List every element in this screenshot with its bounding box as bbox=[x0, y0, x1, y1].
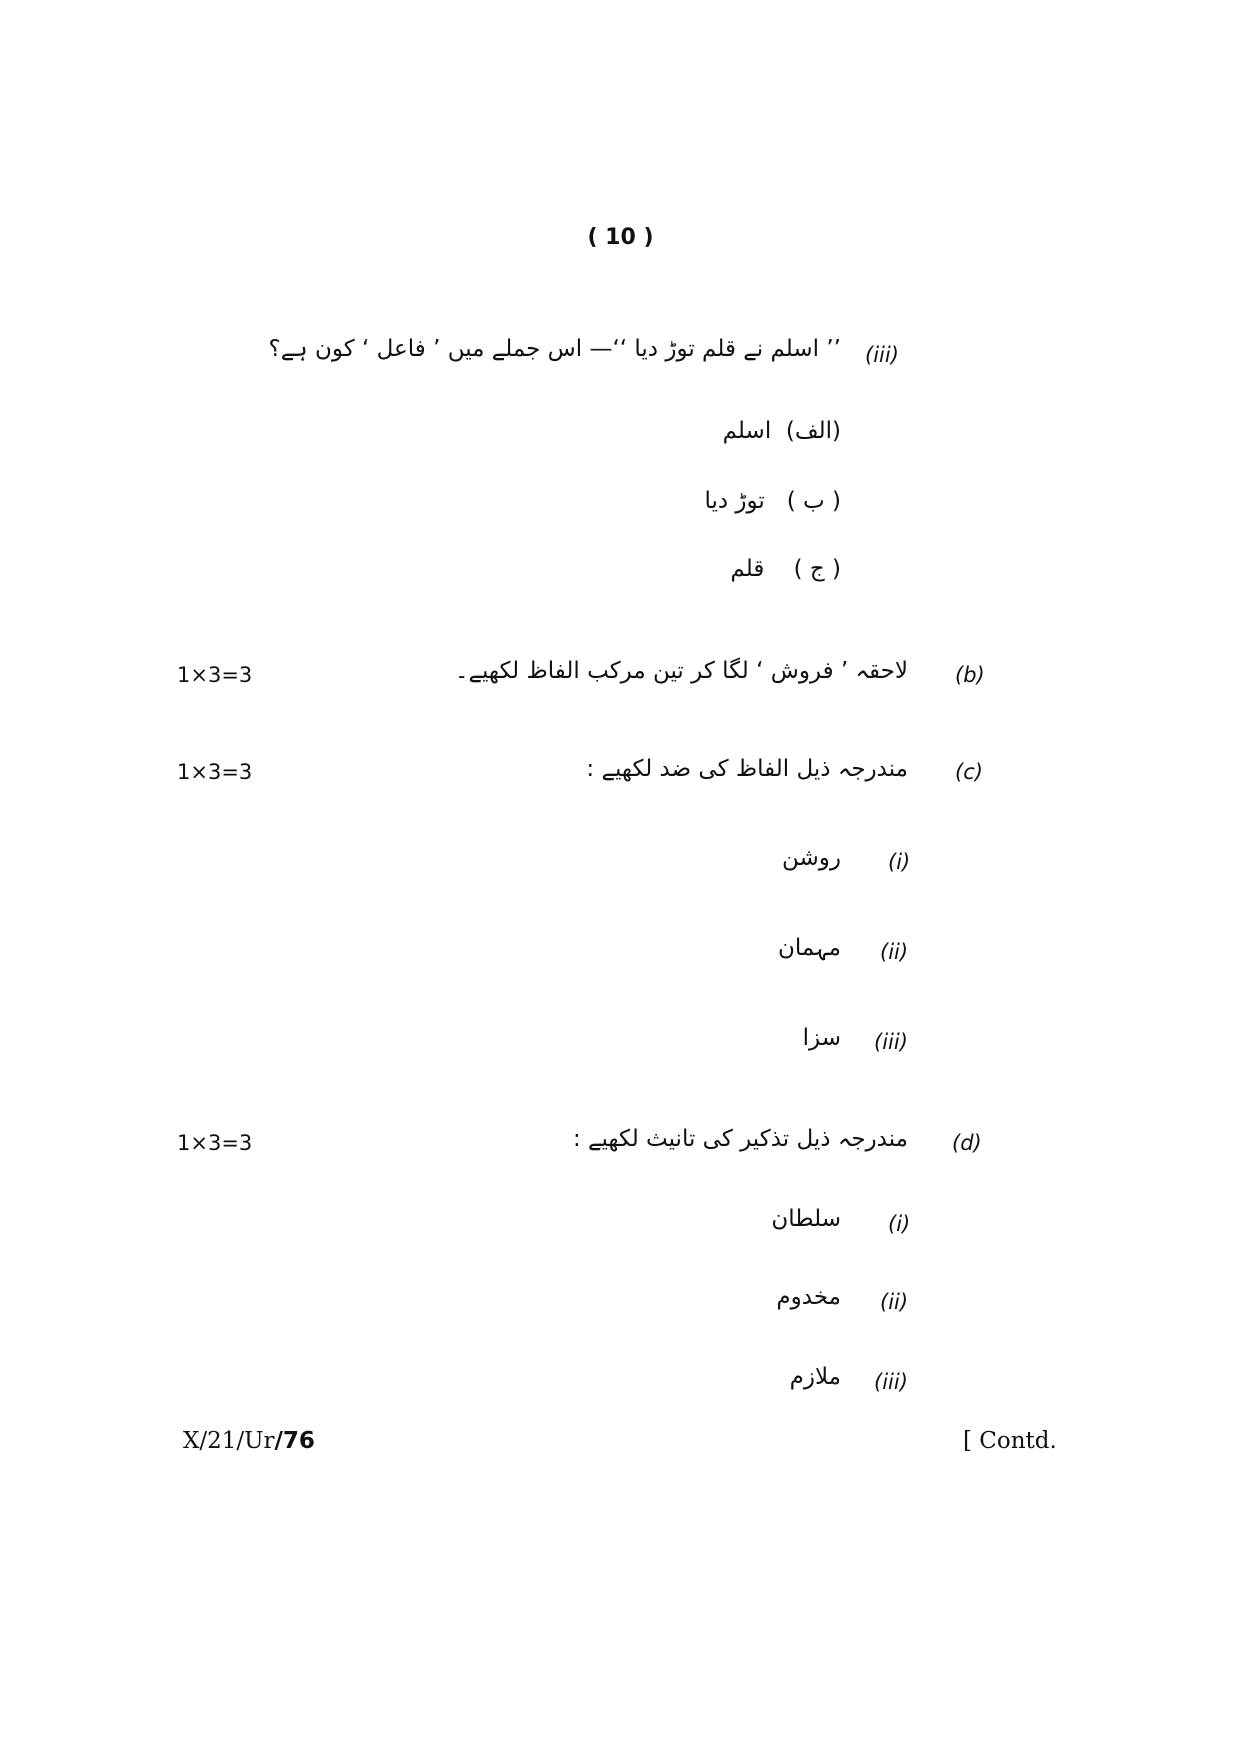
item-number: (ii) bbox=[880, 1290, 909, 1314]
question-number: (d) bbox=[952, 1131, 982, 1155]
item-number: (iii) bbox=[874, 1370, 908, 1394]
item-text: مہمان bbox=[778, 935, 841, 961]
continued-note: [ Contd. bbox=[963, 1428, 1057, 1454]
marks: 1×3=3 bbox=[177, 760, 253, 784]
item-text: سلطان bbox=[771, 1206, 841, 1232]
marks: 1×3=3 bbox=[177, 1131, 253, 1155]
question-text: مندرجہ ذیل الفاظ کی ضد لکھیے : bbox=[586, 756, 908, 782]
option-text: توڑ دیا bbox=[704, 488, 765, 514]
question-number: (b) bbox=[955, 663, 985, 687]
paper-code-prefix: X/21/Ur bbox=[183, 1428, 275, 1454]
question-number: (iii) bbox=[865, 343, 899, 367]
item-text: مخدوم bbox=[776, 1284, 841, 1310]
item-number: (ii) bbox=[880, 940, 909, 964]
question-text: لاحقہ ’ فروش ‘ لگا کر تین مرکب الفاظ لکھیے۔ bbox=[454, 658, 908, 684]
paper-code bbox=[183, 1428, 315, 1454]
question-text: مندرجہ ذیل تذکیر کی تانیث لکھیے : bbox=[572, 1126, 908, 1152]
item-number: (i) bbox=[888, 1212, 911, 1236]
page-number: ( 10 ) bbox=[587, 225, 654, 250]
option-label: ( ج ) bbox=[793, 556, 841, 582]
option-label: (الف) bbox=[785, 418, 841, 444]
option-text: اسلم bbox=[722, 418, 772, 444]
question-number: (c) bbox=[955, 760, 983, 784]
item-text: ملازم bbox=[789, 1364, 841, 1390]
option-text: قلم bbox=[730, 556, 765, 582]
option-b bbox=[704, 488, 841, 514]
item-text: سزا bbox=[802, 1025, 841, 1051]
item-number: (i) bbox=[888, 850, 911, 874]
paper-code-number: /76 bbox=[274, 1428, 315, 1454]
item-number: (iii) bbox=[874, 1030, 908, 1054]
marks: 1×3=3 bbox=[177, 663, 253, 687]
option-c bbox=[730, 556, 841, 582]
option-a bbox=[723, 418, 841, 444]
question-text: ’’ اسلم نے قلم توڑ دیا ‘‘— اس جملے میں ’ فاعل ‘ کون ہے؟ bbox=[268, 336, 841, 362]
item-text: روشن bbox=[782, 845, 841, 871]
option-label: ( ب ) bbox=[786, 488, 841, 514]
